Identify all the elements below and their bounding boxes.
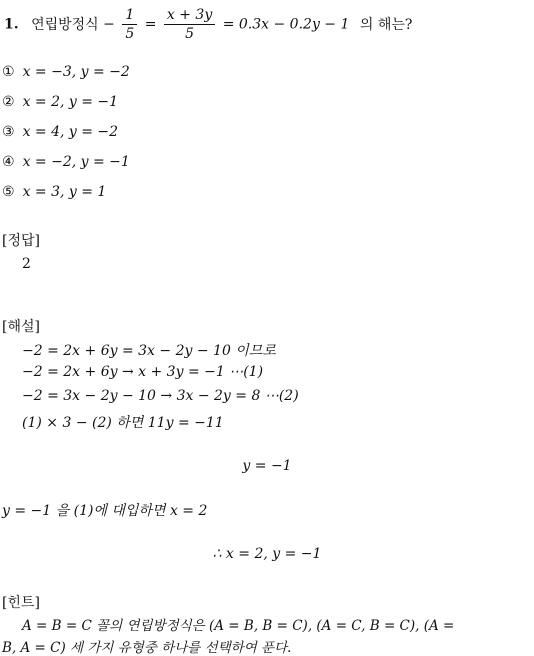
explanation-line-2: −2 = 2x + 6y → x + 3y = −1 ⋯(1) [22, 364, 264, 380]
option-4[interactable] [2, 154, 130, 170]
explanation-label: [해설] [2, 319, 40, 335]
question-prefix: 연립방정식 [31, 16, 99, 33]
fraction-numerator: 1 [122, 6, 137, 25]
fraction-x-plus-3y [164, 6, 215, 43]
answer-value: 2 [22, 256, 31, 272]
option-2[interactable] [2, 94, 118, 110]
option-5[interactable] [2, 184, 106, 200]
option-mark: ④ [2, 154, 15, 170]
option-mark: ⑤ [2, 184, 15, 200]
hint-line-2: B, A = C) 세 가지 유형중 하나를 선택하여 푼다. [2, 640, 292, 656]
explanation-line-4: (1) × 3 − (2) 하면 11y = −11 [22, 415, 224, 431]
option-mark: ② [2, 94, 15, 110]
option-3[interactable] [2, 124, 118, 140]
fraction-numerator: x + 3y [164, 6, 215, 25]
question-number: 1. [4, 16, 19, 33]
equation-rest: = 0.3x − 0.2y − 1 [222, 16, 350, 33]
answer-label: [정답] [2, 233, 40, 249]
centered-result-1: y = −1 [242, 458, 292, 474]
hint-line-1: A = B = C 꼴의 연립방정식은 (A = B, B = C), (A = C, B = C), (A = [22, 618, 455, 634]
option-text: x = 2, y = −1 [22, 94, 119, 110]
fraction-denominator: 5 [185, 26, 195, 42]
option-text: x = −2, y = −1 [22, 154, 130, 170]
option-text: x = 4, y = −2 [22, 124, 119, 140]
centered-result-2: ∴ x = 2, y = −1 [212, 546, 322, 562]
fraction-denominator: 5 [125, 26, 135, 42]
explanation-line-1: −2 = 2x + 6y = 3x − 2y − 10 이므로 [22, 343, 276, 359]
question-suffix: 의 해는? [359, 16, 413, 33]
option-text: x = 3, y = 1 [22, 184, 107, 200]
option-mark: ① [2, 64, 15, 80]
substitution-line: y = −1 을 (1)에 대입하면 x = 2 [2, 503, 208, 519]
minus-sign: − [103, 16, 115, 33]
explanation-line-3: −2 = 3x − 2y − 10 → 3x − 2y = 8 ⋯(2) [22, 388, 299, 404]
option-1[interactable] [2, 64, 130, 80]
hint-label: [힌트] [2, 595, 40, 611]
fraction-one-fifth [122, 6, 137, 43]
question [4, 6, 412, 43]
option-mark: ③ [2, 124, 15, 140]
equals-sign: = [144, 16, 157, 33]
option-text: x = −3, y = −2 [22, 64, 130, 80]
